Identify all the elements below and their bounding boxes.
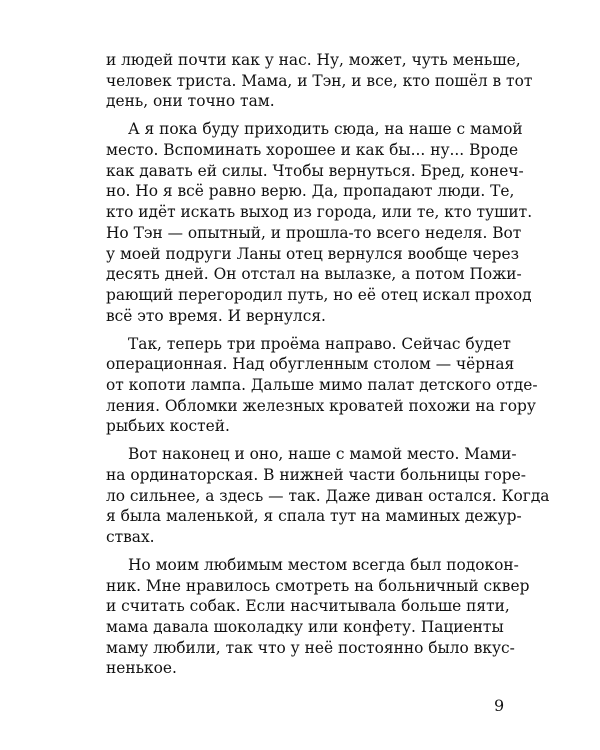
text-line: Но моим любимым местом всегда был подокон- [128,555,519,574]
paragraph-5 [106,555,530,679]
text-line: и людей почти как у нас. Ну, может, чуть меньше, [106,51,521,69]
paragraph-1 [106,50,533,112]
text-line: я была маленькой, я спала тут на маминых дежур- [106,507,522,526]
text-line: ствах. [106,528,155,547]
text-line: человек триста. Мама, и Тэн, и все, кто пошёл в тот [106,71,533,90]
paragraph-2 [106,119,533,326]
text-line: кто идёт искать выход из города, или те, кто тушит. [106,203,533,222]
text-line: операционная. Над обугленным столом — чёрная [106,355,515,374]
text-line: рыбьих костей. [106,417,230,436]
text-line: ник. Мне нравилось смотреть на больничный сквер [106,576,530,595]
text-line: А я пока буду приходить сюда, на наше с мамой [128,120,523,139]
body-text [106,50,550,686]
text-line: и считать собак. Если насчитывала больше пяти, [106,597,510,616]
text-line: место. Вспоминать хорошее и как бы... ну... Вроде [106,141,519,159]
text-line: на ординаторская. В нижней части больницы горе- [106,465,526,484]
paragraph-4 [106,444,550,548]
text-line: день, они точно там. [106,92,275,111]
text-line: Но Тэн — опытный, и прошла-то всего неделя. Вот [106,223,522,242]
text-line: мама давала шоколадку или конфету. Пациенты [106,618,504,637]
text-line: маму любили, так что у неё постоянно было вкус- [106,638,515,657]
text-line: как давать ей силы. Чтобы вернуться. Бред, конеч- [106,161,524,180]
text-line: от копоти лампа. Дальше мимо палат детского отде- [106,375,538,394]
text-line: Так, теперь три проёма направо. Сейчас будет [128,334,511,353]
text-line: у моей подруги Ланы отец вернулся вообще через [106,244,520,263]
text-line: ненькое. [106,659,177,678]
text-line: всё это время. И вернулся. [106,306,326,325]
text-line: ло сильнее, а здесь — так. Даже диван остался. Когда [106,486,550,505]
text-line: десять дней. Он отстал на вылазке, а потом Пожи- [106,265,522,284]
text-line: ления. Обломки железных кроватей похожи на гору [106,396,536,415]
page-number: 9 [494,696,505,715]
text-line: рающий перегородил путь, но её отец искал проход [106,285,532,304]
text-line: Вот наконец и оно, наше с мамой место. Мами- [128,445,517,464]
paragraph-3 [106,334,538,438]
text-line: но. Но я всё равно верю. Да, пропадают люди. Те, [106,182,515,201]
